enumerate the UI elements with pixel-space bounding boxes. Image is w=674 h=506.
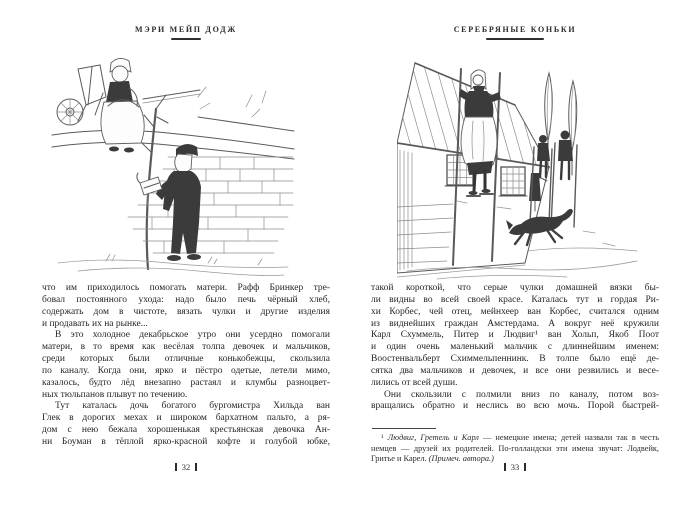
folio-number: 32 [181, 462, 191, 472]
text-line: сятка два мальчиков и девочек, и все они резвились и весе- [371, 365, 659, 376]
folio-number: 33 [510, 462, 520, 472]
text-line: Карл Схуммель, Питер и Людвиг¹ ван Хольп, Якоб Поот [371, 330, 659, 341]
text-line: ных тюльпанов плывут по течению. [42, 389, 188, 400]
text-line: лились от всей души. [371, 377, 458, 388]
text-line: хи Корбес, чей отец, мейнхеер ван Корбес, считался одним [371, 306, 659, 317]
text-line: матери, в то время как весёлая толпа девочек и мальчиков, [42, 342, 330, 353]
text-line: ли видны во всей своей красе. Каталась тут и гордая Ри- [371, 294, 659, 305]
running-head-author-text: МЭРИ МЕЙП ДОДЖ [135, 25, 237, 34]
running-head-title-text: СЕРЕБРЯНЫЕ КОНЬКИ [453, 25, 577, 34]
running-head-rule [171, 38, 201, 40]
body-text-left [42, 283, 330, 449]
text-line: Они скользили с полмили вниз по каналу, потом воз- [384, 389, 659, 400]
footnote-attribution: (Примеч. автора.) [428, 454, 494, 463]
folio-bar-icon [195, 463, 197, 471]
text-line: что им приходилось помогать матери. Рафф Бринкер тре- [42, 283, 330, 293]
footnote-names: Людвиг, Гретель и Карл [387, 433, 479, 442]
text-line: Воостенвальберт Схиммельпеннинк. В толпе было ещё де- [371, 354, 659, 365]
page-left [42, 0, 330, 506]
text-line: Тут каталась дочь богатого бургомистра Хильда ван [55, 401, 330, 412]
illustration-boy-and-girl-at-wall [48, 57, 298, 281]
body-text-right [371, 283, 659, 413]
folio-bar-icon [504, 463, 506, 471]
footnote-body: — немецкие имена; детей назвали так в честь немцев — друзей их родителей. По-голландски эти имена звучат: Лодвейк, Гритье и Карел. [371, 433, 660, 463]
footnote-rule [372, 428, 436, 429]
running-head-rule [486, 38, 544, 40]
text-line: дом с нею бежала хорошенькая крестьянская девочка Ан- [42, 425, 330, 436]
text-line: по каналу. Когда они, ярко и пёстро одетые, летели мимо, [42, 365, 330, 376]
footnote-marker: ¹ [381, 433, 384, 442]
text-line: такой короткой, что серые чулки домашней вязки бы- [371, 283, 659, 293]
illustration-children-on-stilts [397, 55, 643, 281]
folio-bar-icon [175, 463, 177, 471]
text-line: Глек в дорогих мехах и широком бархатном пальто, а ря- [42, 413, 330, 424]
text-line: ни Боуман в тёплой ярко-красной кофте и голубой юбке, [42, 436, 330, 447]
footnote [371, 433, 659, 465]
text-line: бовал постоянного ухода: надо было печь чёрный хлеб, [42, 294, 330, 305]
text-line: среди которых были отличные конькобежцы, скользила [42, 354, 330, 365]
running-head-author [42, 25, 330, 40]
folio-bar-icon [524, 463, 526, 471]
folio-right [371, 462, 659, 472]
text-line: из виднейших граждан Амстердама. А вокруг неё кружили [371, 318, 659, 329]
page-right [371, 0, 659, 506]
text-line: вращались обратно и неслись во всю мочь. Порой быстрей- [371, 401, 659, 412]
text-line: содержать дом в чистоте, вязать чулки и другие изделия [42, 306, 330, 317]
folio-left [42, 462, 330, 472]
text-line: казалось, будто лёд внезапно растаял и клумбы разноцвет- [42, 377, 330, 388]
text-line: и один очень маленький мальчик с длиннейшим именем: [371, 342, 659, 353]
running-head-title [371, 25, 659, 40]
text-line: и продавать их на рынке... [42, 318, 148, 329]
text-line: В это холодное декабрьское утро они усердно помогали [55, 330, 330, 341]
